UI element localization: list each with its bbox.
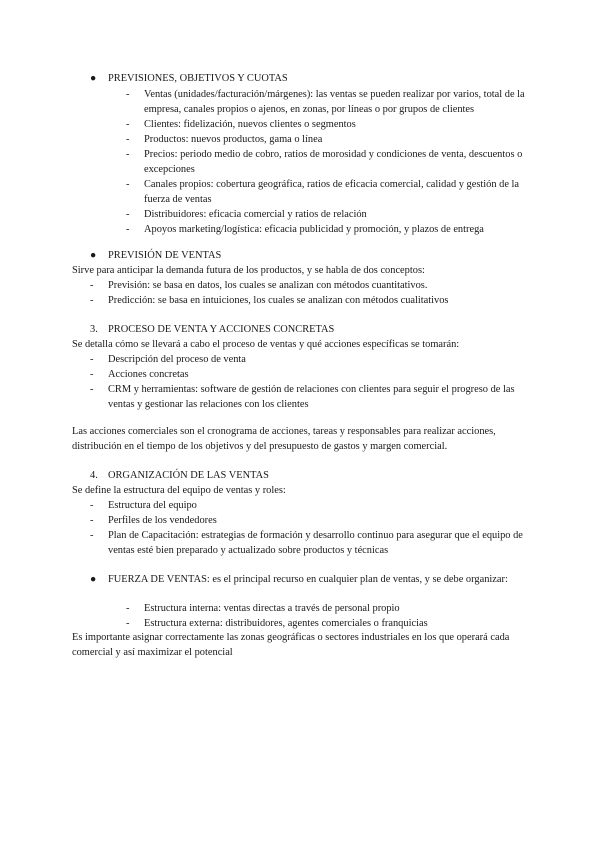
bullet-marker: ● bbox=[90, 73, 97, 84]
proceso-list bbox=[90, 352, 540, 412]
organizacion-list bbox=[90, 498, 540, 558]
section-closing: Las acciones comerciales son el cronograma de acciones, tareas y responsables para realizar acciones, distribución en el tiempo de los objetivos y del presupuesto de gastos y margen comercial. bbox=[72, 426, 496, 452]
section-number: 3. bbox=[90, 324, 98, 335]
list-item: - Estructura externa: distribuidores, agentes comerciales o franquicias bbox=[126, 616, 532, 631]
list-item: - Descripción del proceso de venta bbox=[90, 352, 540, 367]
section-heading-prevision-ventas bbox=[90, 248, 221, 263]
list-item: - Predicción: se basa en intuiciones, los cuales se analizan con métodos cualitativos bbox=[90, 293, 540, 308]
previsiones-list bbox=[126, 87, 532, 237]
section-title: ORGANIZACIÓN DE LAS VENTAS bbox=[108, 470, 269, 481]
prevision-ventas-list bbox=[90, 278, 540, 308]
section-intro: Sirve para anticipar la demanda futura de los productos, y se habla de dos conceptos: bbox=[72, 265, 425, 276]
section-intro: Se define la estructura del equipo de ventas y roles: bbox=[72, 485, 286, 496]
list-item: - Precios: periodo medio de cobro, ratios de morosidad y condiciones de venta, descuentos o excepciones bbox=[126, 147, 532, 177]
section-heading-previsiones bbox=[90, 71, 288, 86]
section-title: PROCESO DE VENTA Y ACCIONES CONCRETAS bbox=[108, 324, 335, 335]
section-closing: Es importante asignar correctamente las zonas geográficas o sectores industriales en los que operará cada comercial y así maximizar el potencial bbox=[72, 632, 510, 658]
list-item: - Estructura del equipo bbox=[90, 498, 540, 513]
section-intro: Se detalla cómo se llevará a cabo el proceso de ventas y qué acciones específicas se tomarán: bbox=[72, 339, 460, 350]
section-heading-fuerza bbox=[90, 572, 530, 587]
list-item: - Distribuidores: eficacia comercial y ratios de relación bbox=[126, 207, 532, 222]
section-heading-organizacion bbox=[90, 468, 269, 483]
fuerza-list bbox=[126, 601, 532, 631]
list-item: - Perfiles de los vendedores bbox=[90, 513, 540, 528]
list-item: - Estructura interna: ventas directas a través de personal propio bbox=[126, 601, 532, 616]
list-item: - Acciones concretas bbox=[90, 367, 540, 382]
list-item: - Apoyos marketing/logística: eficacia publicidad y promoción, y plazos de entrega bbox=[126, 222, 532, 237]
section-number: 4. bbox=[90, 470, 98, 481]
list-item: - Productos: nuevos productos, gama o línea bbox=[126, 132, 532, 147]
list-item: - Clientes: fidelización, nuevos clientes o segmentos bbox=[126, 117, 532, 132]
bullet-marker: ● bbox=[90, 574, 97, 585]
list-item: - Canales propios: cobertura geográfica, ratios de eficacia comercial, calidad y gestión de la fuerza de ventas bbox=[126, 177, 532, 207]
list-item: - Plan de Capacitación: estrategias de formación y desarrollo continuo para asegurar que el equipo de ventas esté bien preparado y actualizado sobre productos y técnicas bbox=[90, 528, 540, 558]
list-item: - CRM y herramientas: software de gestión de relaciones con clientes para seguir el progreso de las ventas y gestionar las relaciones con los clientes bbox=[90, 382, 540, 412]
list-item: - Previsión: se basa en datos, los cuales se analizan con métodos cuantitativos. bbox=[90, 278, 540, 293]
list-item: - Ventas (unidades/facturación/márgenes): las ventas se pueden realizar por varios, total de la empresa, canales propios o ajenos, en zonas, por líneas o por grupos de clientes bbox=[126, 87, 532, 117]
section-title: PREVISIONES, OBJETIVOS Y CUOTAS bbox=[108, 73, 288, 84]
section-heading-proceso bbox=[90, 322, 334, 337]
bullet-marker: ● bbox=[90, 250, 97, 261]
section-title: PREVISIÓN DE VENTAS bbox=[108, 250, 222, 261]
section-text: FUERZA DE VENTAS: es el principal recurso en cualquier plan de ventas, y se debe organizar: bbox=[108, 574, 508, 585]
